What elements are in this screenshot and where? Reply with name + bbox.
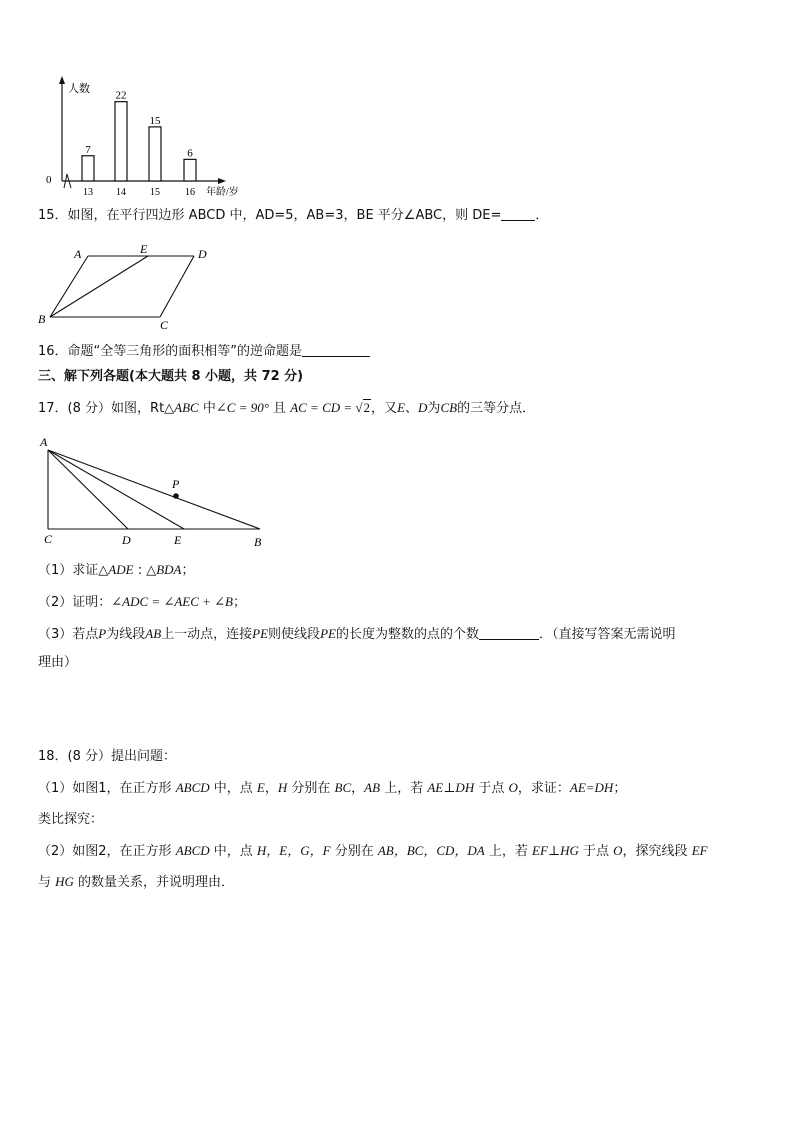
origin-label: 0: [46, 174, 52, 186]
label-C: C: [44, 532, 53, 546]
segment-BE: [50, 256, 148, 317]
q17-part3-pe: PE: [252, 626, 269, 641]
q17-part1-sep: :: [133, 563, 147, 578]
q18-part2-ef: EF: [691, 843, 708, 858]
q18-part2-pre: （2）如图2，在正方形: [38, 844, 176, 859]
q18-part1-e: E: [256, 780, 265, 795]
bar-age-13: [82, 156, 94, 181]
q17-part3-m3: 则使线段: [268, 627, 321, 642]
q18-part1-m4: 于点: [474, 781, 509, 796]
q17-d: D: [418, 400, 428, 415]
q18-part1-pre: （1）如图1，在正方形: [38, 781, 176, 796]
q17-part3-pe2: PE: [320, 626, 336, 641]
q17-part1-tri-ade: △ADE: [98, 562, 134, 577]
bar-value-label: 7: [85, 143, 91, 156]
q18-part1-bc: BC: [334, 780, 352, 795]
q15-text: [38, 206, 548, 226]
q16-statement: 16．命题“全等三角形的面积相等”的逆命题是: [38, 344, 303, 359]
q15-statement: 15．如图，在平行四边形 ABCD 中，AD=5，AB=3，BE 平分∠ABC，则 DE=: [38, 208, 502, 223]
label-P: P: [172, 477, 180, 491]
q17-answer-blank[interactable]: [479, 625, 539, 640]
age-bar-chart: [40, 76, 260, 198]
q18-part2-abcd: ABCD: [175, 843, 210, 858]
x-tick-label: 15: [150, 187, 160, 198]
q18-part2-hg: HG: [55, 874, 74, 889]
q17-e: E: [397, 400, 406, 415]
q18-part2-m3: 上，若: [484, 844, 532, 859]
q17-mid2: ，又: [371, 401, 398, 416]
q17-ac-cd: AC = CD =: [290, 400, 356, 415]
q17-part3-pre: （3）若点: [38, 627, 99, 642]
q18-part2-m5: ，探究线段: [622, 844, 692, 859]
q17-part2-math: ∠ADC = ∠AEC + ∠B: [111, 594, 233, 609]
q18-part2-sides: AB，BC，CD，DA: [377, 843, 485, 858]
side-AB: [50, 256, 88, 317]
point-P: [173, 493, 179, 499]
q18-part1-c2: ，: [351, 781, 365, 796]
q18-part1-m3: 上，若: [380, 781, 428, 796]
bar-age-14: [115, 102, 127, 181]
label-A: A: [74, 247, 82, 261]
q17-mid1: 中: [198, 401, 216, 416]
q18-part1-perp: AE⊥DH: [427, 780, 475, 795]
q17-sqrt: [355, 398, 371, 418]
label-B: B: [38, 312, 46, 326]
bars: [82, 90, 196, 198]
q17-part1: [38, 560, 195, 581]
bar-value-label: 15: [149, 114, 161, 127]
q16-text: [38, 342, 370, 362]
side-AB: [48, 450, 260, 529]
q17-part2-end: ；: [233, 595, 247, 610]
q18-part2-m4: 于点: [578, 844, 614, 859]
q18-analogy: 类比探究：: [38, 812, 104, 827]
q17-statement: [38, 398, 535, 419]
q18-part2-line2-end: 的数量关系，并说明理由．: [73, 875, 235, 890]
y-axis-label: 人数: [68, 83, 90, 95]
q18-part1-ab: AB: [364, 780, 381, 795]
q18-part1: [38, 778, 626, 799]
label-B: B: [254, 535, 262, 549]
q17-rt: Rt: [150, 401, 165, 416]
q17-angle-c: ∠C = 90°: [215, 400, 269, 415]
x-tick-label: 16: [185, 187, 195, 198]
q17-part3-end: ．（直接写答案无需说明: [538, 627, 676, 642]
label-D: D: [198, 247, 207, 261]
q17-sqrt-arg: 2: [363, 400, 371, 415]
q17-part2: [38, 592, 246, 613]
q18-part2-perp: EF⊥HG: [532, 843, 579, 858]
x-axis-label: 年龄/岁: [206, 187, 239, 198]
q18-part1-m5: ，求证：: [517, 781, 570, 796]
q17-cb: CB: [440, 400, 458, 415]
label-E: E: [140, 244, 148, 256]
label-D: D: [122, 533, 131, 547]
q17-part1-end: ；: [181, 563, 195, 578]
q17-part3: [38, 624, 675, 645]
q18-part1-m2: 分别在: [287, 781, 335, 796]
q17-part3-line2: 理由）: [38, 655, 78, 670]
label-E: E: [174, 533, 182, 547]
q18-part1-c1: ，: [264, 781, 278, 796]
q18-part2-m1: 中，点: [209, 844, 257, 859]
q17-and: 且: [268, 401, 291, 416]
q16-answer-blank[interactable]: [302, 342, 370, 357]
y-axis-arrow: [59, 76, 65, 84]
q18-part2-line2-pre: 与: [38, 875, 56, 890]
q18-part2-points: H，E，G，F: [256, 843, 331, 858]
q17-part1-tri-bda: △BDA: [146, 562, 182, 577]
q18-part1-end: ；: [613, 781, 627, 796]
sqrt-sign-icon: √: [355, 400, 363, 415]
q17-lead: 17．(8 分）如图，: [38, 401, 151, 416]
q17-part1-pre: （1）求证: [38, 563, 99, 578]
x-tick-label: 13: [83, 187, 93, 198]
q17-part3-m4: 的长度为整数的点的个数: [335, 627, 479, 642]
label-A: A: [40, 435, 48, 449]
q17-part3-ab: AB: [145, 626, 162, 641]
right-triangle-figure: [36, 432, 272, 550]
bar-age-15: [149, 127, 161, 181]
section-3-title: 三、解下列各题(本大题共 8 小题，共 72 分): [38, 369, 304, 384]
q17-sep: 、: [405, 401, 419, 416]
q18-part1-eq: AE=DH: [569, 780, 614, 795]
label-C: C: [160, 318, 169, 330]
q18-part1-o: O: [508, 780, 518, 795]
parallelogram-figure: [36, 244, 226, 330]
side-DC: [160, 256, 194, 317]
q17-part2-pre: （2）证明：: [38, 595, 112, 610]
q15-answer-blank[interactable]: [501, 206, 535, 221]
q18-part1-h: H: [277, 780, 288, 795]
q15-end: ．: [535, 208, 549, 223]
bar-value-label: 22: [115, 89, 127, 102]
q18-part1-abcd: ABCD: [175, 780, 210, 795]
q17-mid3: 为: [427, 401, 441, 416]
q18-part2: [38, 841, 708, 862]
q17-part3-p: P: [98, 626, 107, 641]
q18-title: 18．(8 分）提出问题：: [38, 749, 177, 764]
bar-age-16: [184, 159, 196, 181]
q18-part2-line2: [38, 872, 234, 893]
q18-part2-o: O: [613, 843, 623, 858]
q18-part1-m1: 中，点: [209, 781, 257, 796]
x-tick-label: 14: [116, 187, 126, 198]
q17-part3-m1: 为线段: [106, 627, 146, 642]
bar-value-label: 6: [187, 147, 193, 160]
q17-part3-m2: 上一动点，连接: [161, 627, 253, 642]
q17-end: 的三等分点．: [457, 401, 536, 416]
q17-triangle: △ABC: [164, 400, 199, 415]
x-axis-arrow: [218, 178, 226, 184]
q18-part2-m2: 分别在: [330, 844, 378, 859]
